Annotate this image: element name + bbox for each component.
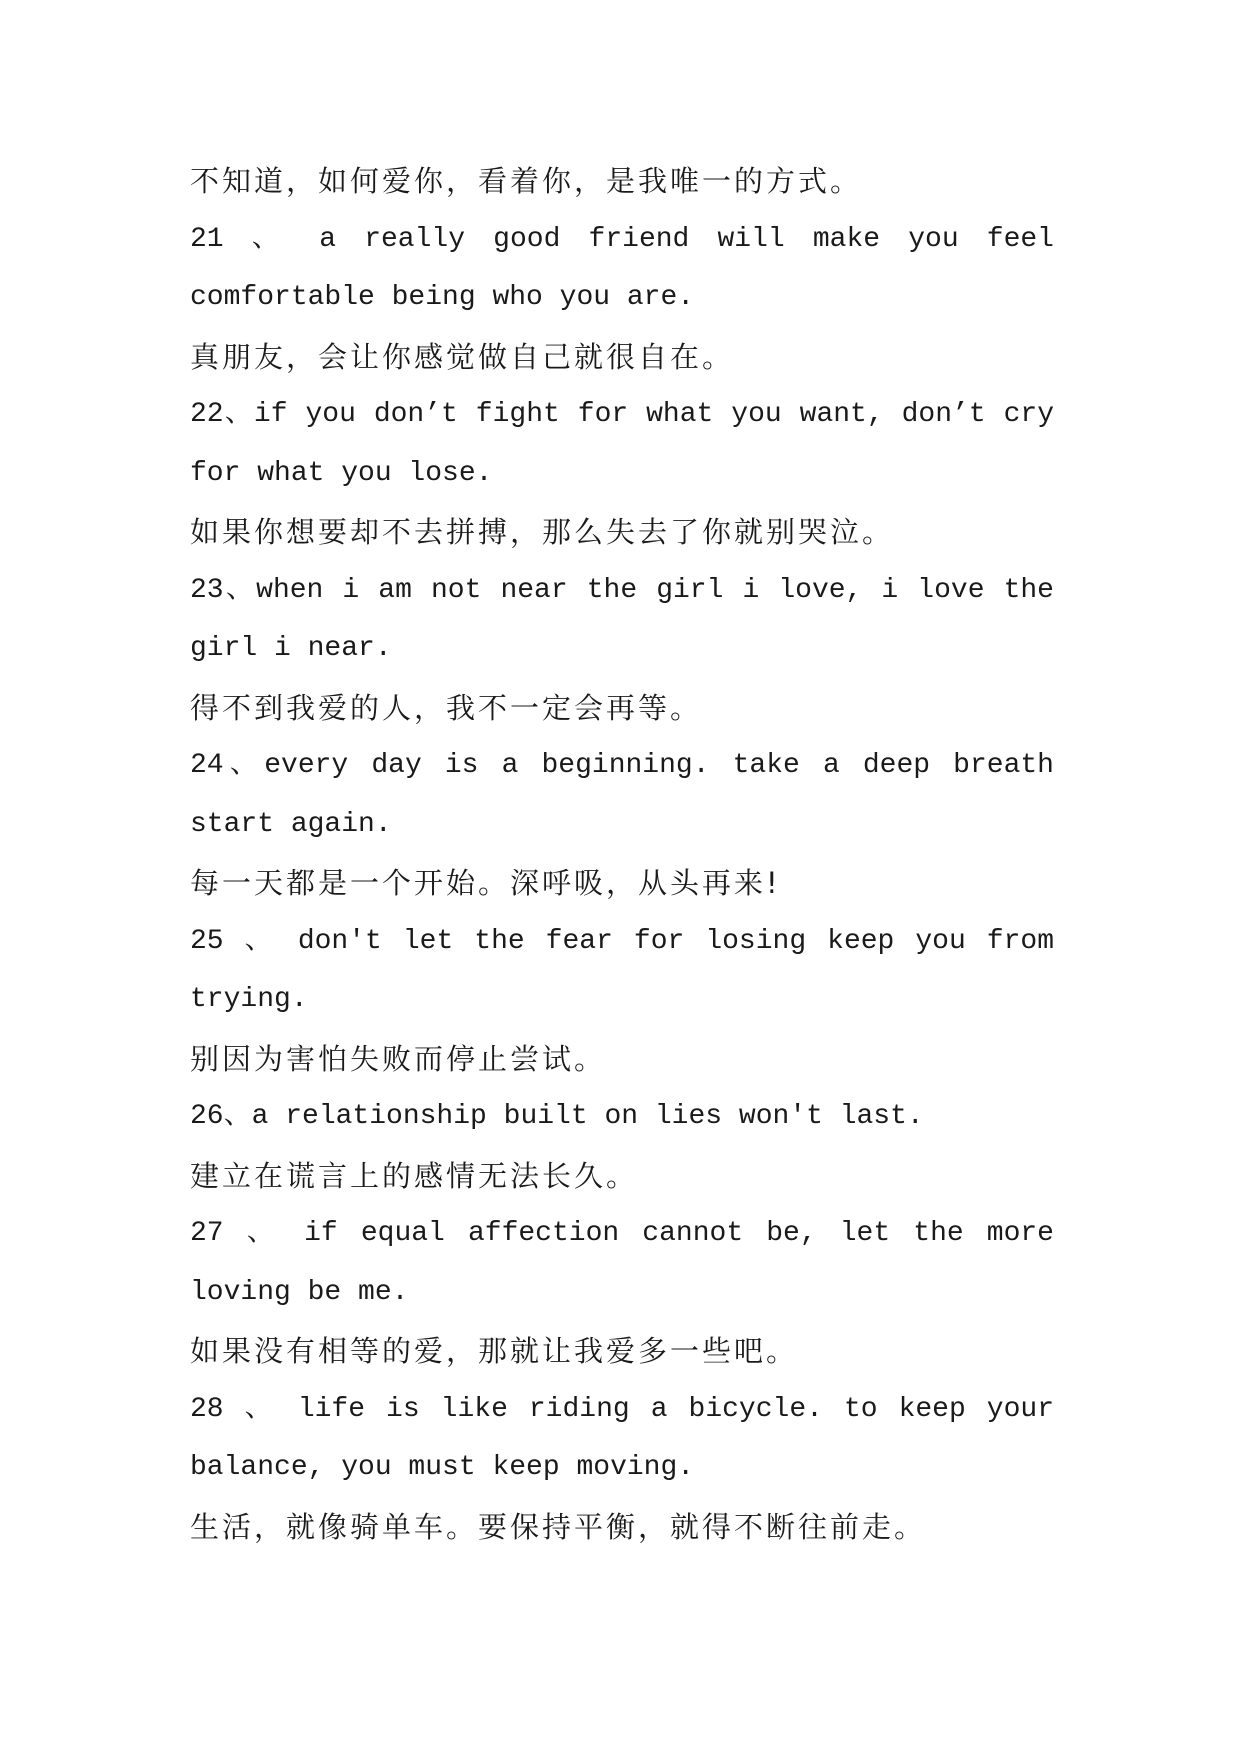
chinese-translation-line: 别因为害怕失败而停止尝试。 xyxy=(190,1041,607,1076)
chinese-translation-line: 如果你想要却不去拼搏，那么失去了你就别哭泣。 xyxy=(190,515,895,549)
english-quote-line: 24、every day is a beginning. take a deep breath xyxy=(190,750,1054,781)
english-quote-line: 28 、 life is like riding a bicycle. to keep your xyxy=(190,1393,1054,1425)
chinese-translation-line: 如果没有相等的爱，那就让我爱多一些吧。 xyxy=(190,1334,799,1368)
english-quote-line: 23、when i am not near the girl i love, i love the xyxy=(190,574,1054,606)
english-quote-line: 26、a relationship built on lies won't last. xyxy=(190,1101,924,1132)
chinese-translation-line: 每一天都是一个开始。深呼吸，从头再来! xyxy=(190,866,781,900)
chinese-translation-line: 得不到我爱的人，我不一定会再等。 xyxy=(190,690,703,725)
english-quote-line: loving be me. xyxy=(190,1276,409,1308)
english-quote-line: for what you lose. xyxy=(190,457,493,489)
english-quote-line: trying. xyxy=(190,984,308,1015)
chinese-translation-line: 建立在谎言上的感情无法长久。 xyxy=(190,1158,639,1193)
english-quote-line: 27 、 if equal affection cannot be, let the more xyxy=(190,1218,1054,1249)
english-quote-line: 22、if you don’t fight for what you want, don’t cry xyxy=(190,399,1054,430)
english-quote-line: girl i near. xyxy=(190,633,392,664)
chinese-translation-line: 真朋友，会让你感觉做自己就很自在。 xyxy=(190,339,735,374)
english-quote-line: 25 、 don't let the fear for losing keep you from xyxy=(190,925,1054,957)
chinese-translation-line: 不知道，如何爱你，看着你，是我唯一的方式。 xyxy=(190,164,863,198)
english-quote-line: comfortable being who you are. xyxy=(190,282,695,313)
chinese-translation-line: 生活，就像骑单车。要保持平衡，就得不断往前走。 xyxy=(190,1509,927,1544)
document-page xyxy=(190,152,1054,1556)
english-quote-line: start again. xyxy=(190,808,392,840)
english-quote-line: balance, you must keep moving. xyxy=(190,1452,695,1483)
english-quote-line: 21 、 a really good friend will make you feel xyxy=(190,223,1054,255)
